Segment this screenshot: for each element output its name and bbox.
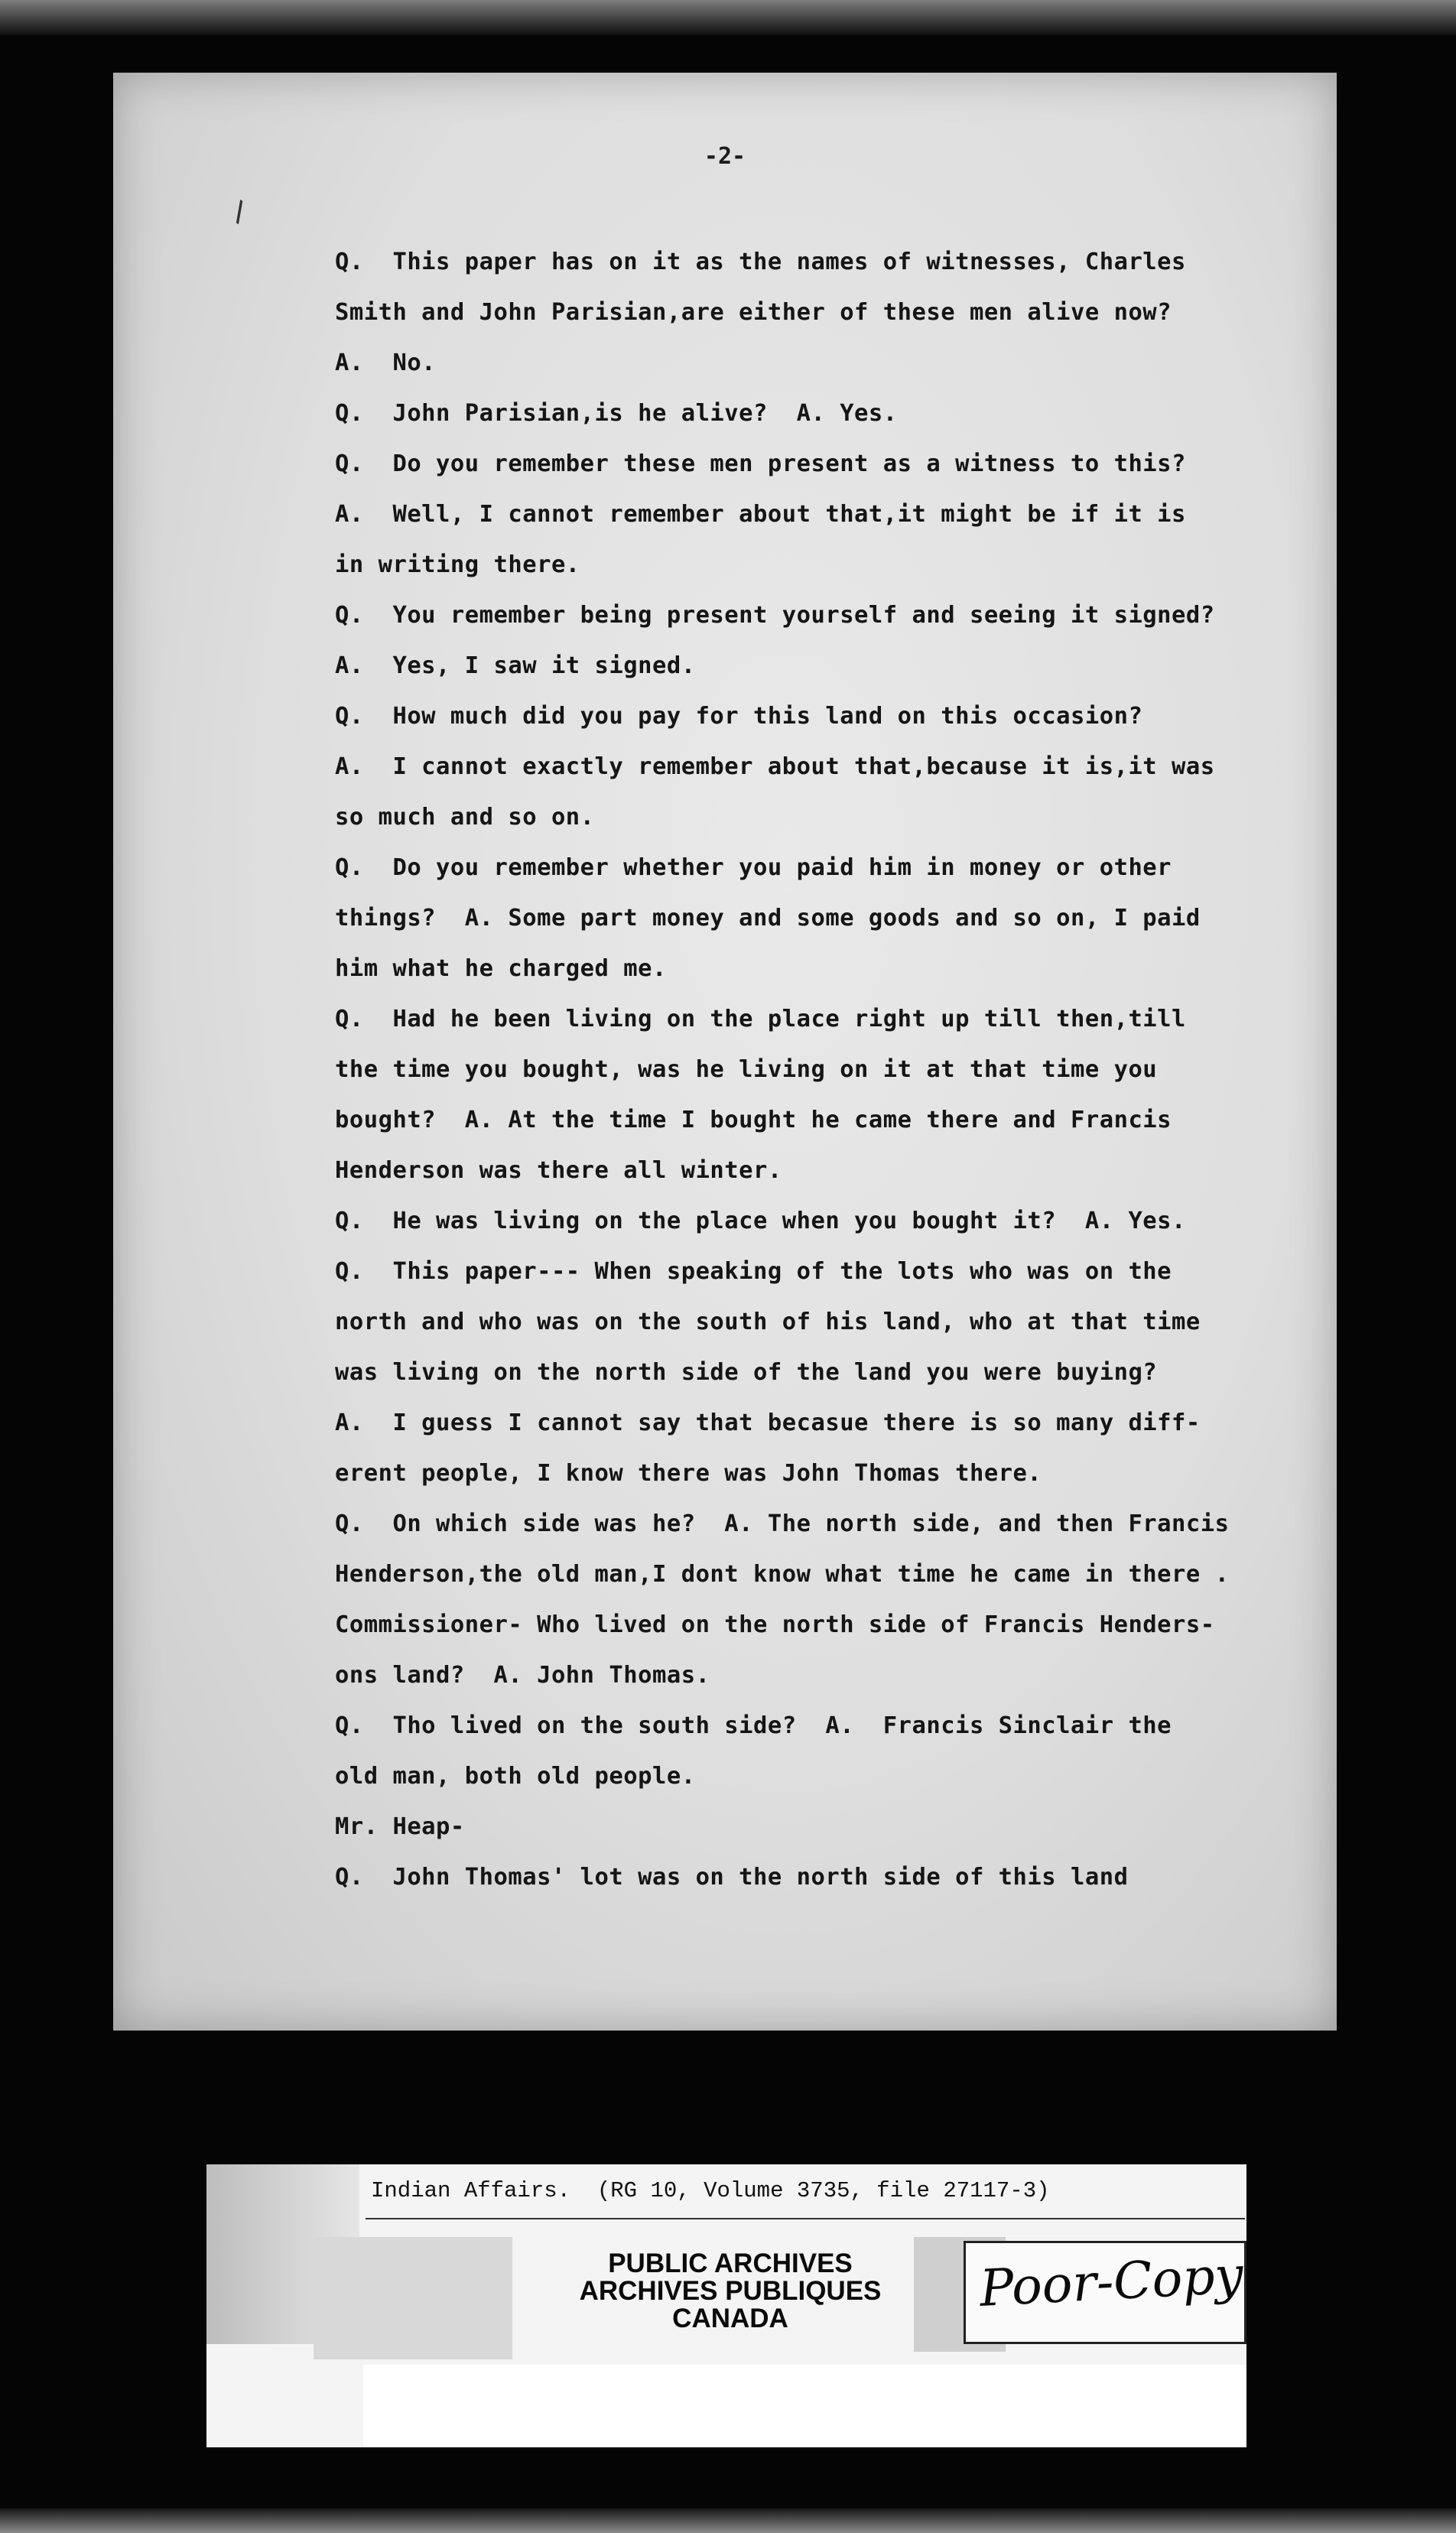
stamp-line-1: PUBLIC ARCHIVES: [608, 2248, 853, 2278]
film-top-edge: [0, 0, 1456, 35]
transcript-line: ons land? A. John Thomas.: [335, 1662, 710, 1689]
poor-copy-note: [964, 2241, 1246, 2344]
transcript-line: things? A. Some part money and some goods and so on, I paid: [335, 905, 1201, 932]
transcript-line: Q. On which side was he? A. The north side, and then Francis: [335, 1510, 1230, 1537]
transcript-line: bought? A. At the time I bought he came there and Francis: [335, 1107, 1172, 1133]
transcript-line: A. I cannot exactly remember about that,because it is,it was: [335, 753, 1215, 780]
transcript-line: A. Well, I cannot remember about that,it might be if it is: [335, 501, 1186, 528]
transcript-line: Q. How much did you pay for this land on this occasion?: [335, 703, 1143, 730]
transcript-line: was living on the north side of the land you were buying?: [335, 1359, 1158, 1386]
transcript-line: Henderson,the old man,I dont know what time he came in there .: [335, 1561, 1230, 1588]
transcript-line: in writing there.: [335, 551, 580, 578]
transcript-line: Q. Had he been living on the place right up till then,till: [335, 1006, 1186, 1032]
transcript-line: him what he charged me.: [335, 955, 667, 982]
transcript-line: Commissioner- Who lived on the north side of Francis Henders-: [335, 1611, 1215, 1638]
file-reference: Indian Affairs. (RG 10, Volume 3735, file 27117-3): [371, 2178, 1050, 2203]
transcript-line: erent people, I know there was John Thomas there.: [335, 1460, 1042, 1487]
page-number: -2-: [704, 143, 746, 170]
transcript-line: Q. John Parisian,is he alive? A. Yes.: [335, 400, 898, 427]
stamp-line-2: ARCHIVES PUBLIQUES: [579, 2276, 882, 2306]
transcript-line: A. I guess I cannot say that becasue there is so many diff-: [335, 1410, 1201, 1436]
transcript-line: Q. He was living on the place when you bought it? A. Yes.: [335, 1208, 1186, 1234]
transcript-line: A. Yes, I saw it signed.: [335, 652, 696, 679]
archive-label-card: [206, 2164, 1246, 2447]
clip-mark: \: [224, 194, 255, 229]
transcript-line: Q. This paper has on it as the names of witnesses, Charles: [335, 249, 1186, 275]
divider: [366, 2218, 1245, 2219]
transcript-line: Smith and John Parisian,are either of these men alive now?: [335, 299, 1172, 326]
transcript-line: Q. This paper--- When speaking of the lots who was on the: [335, 1258, 1172, 1285]
transcript-line: Q. Do you remember these men present as a witness to this?: [335, 450, 1186, 477]
transcript-line: so much and so on.: [335, 804, 595, 831]
label-tab-overlay: [314, 2237, 512, 2359]
film-bottom-edge: [0, 2509, 1456, 2533]
transcript-line: north and who was on the south of his land, who at that time: [335, 1309, 1201, 1335]
transcript-line: old man, both old people.: [335, 1763, 696, 1790]
archive-stamp: [547, 2250, 914, 2333]
transcript-line: Q. You remember being present yourself and seeing it signed?: [335, 602, 1215, 629]
transcript-line: Q. Tho lived on the south side? A. Francis Sinclair the: [335, 1712, 1172, 1739]
document-page: [113, 73, 1337, 2031]
poor-copy-handwriting: Poor-Copy: [978, 2245, 1245, 2318]
transcript-line: Mr. Heap-: [335, 1813, 465, 1840]
transcript-line: Q. Do you remember whether you paid him in money or other: [335, 854, 1172, 881]
stamp-line-3: CANADA: [672, 2304, 788, 2333]
transcript-line: Henderson was there all winter.: [335, 1157, 782, 1184]
blank-slip: [363, 2365, 1246, 2447]
transcript-body: [335, 237, 1421, 1903]
transcript-line: Q. John Thomas' lot was on the north side of this land: [335, 1864, 1129, 1891]
transcript-line: the time you bought, was he living on it at that time you: [335, 1056, 1158, 1083]
transcript-line: A. No.: [335, 350, 437, 376]
